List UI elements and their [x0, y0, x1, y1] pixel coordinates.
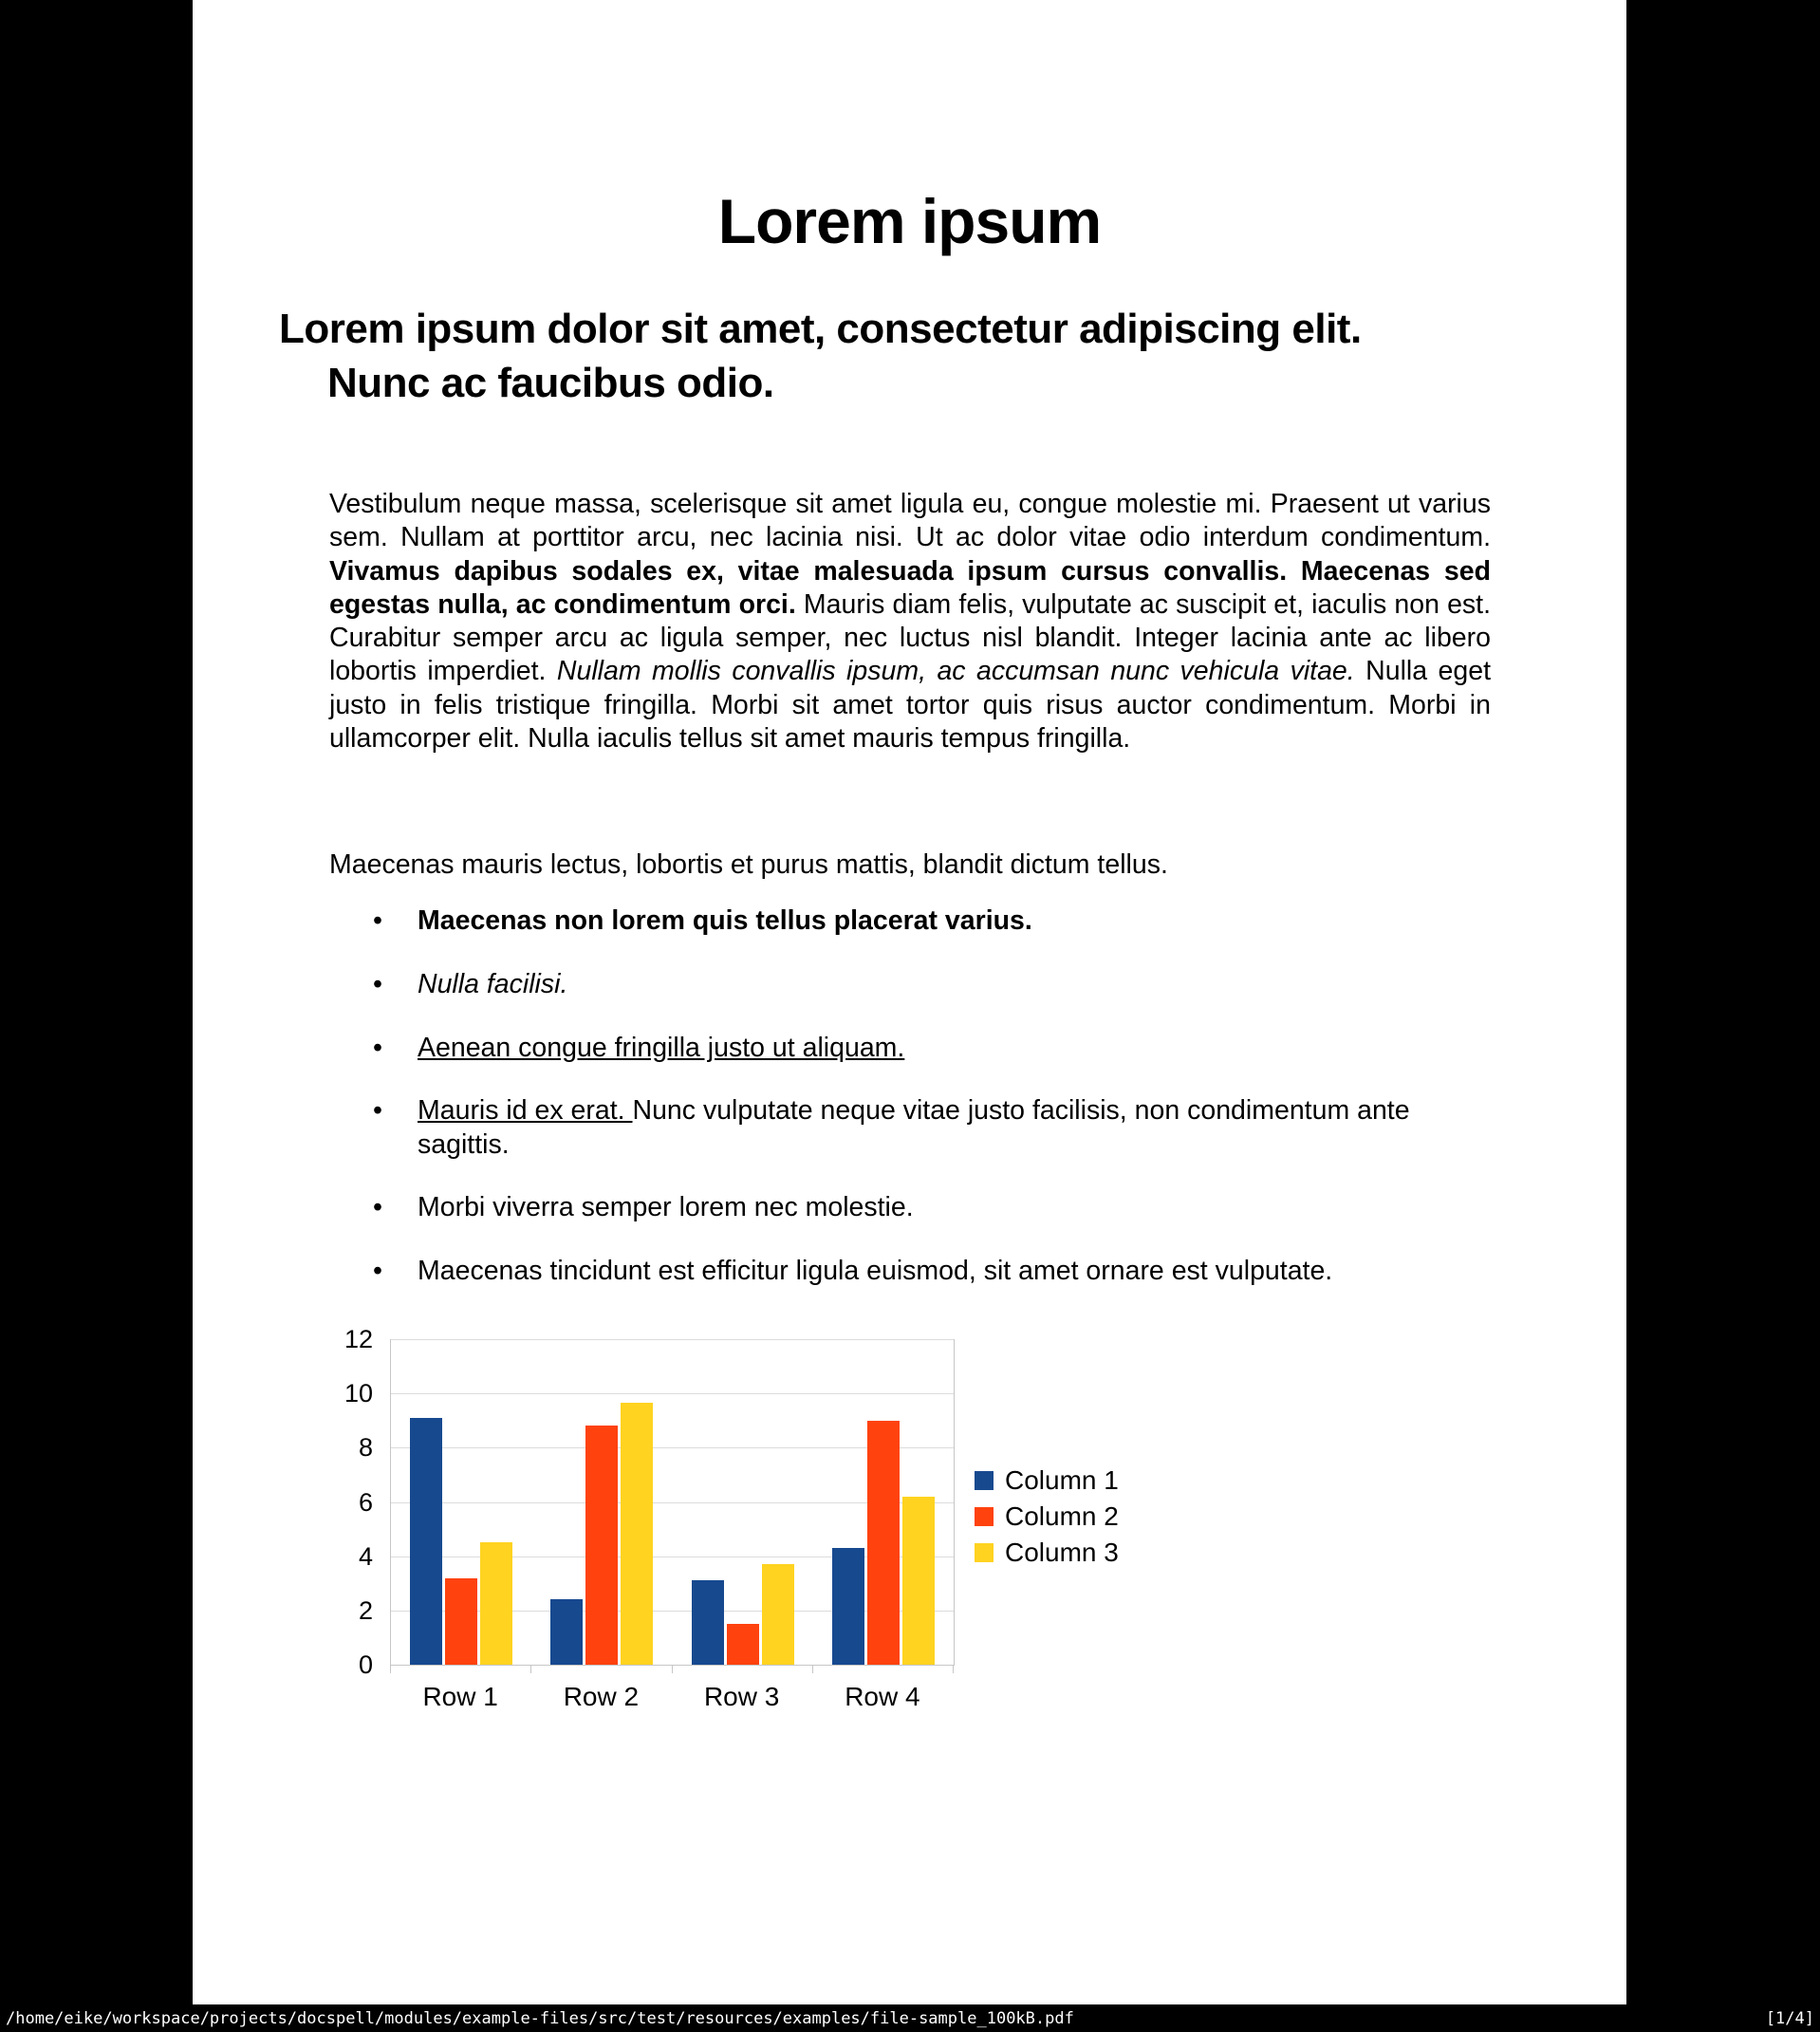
- y-axis-tick-label: 10: [344, 1379, 373, 1408]
- bullet-icon: •: [373, 1256, 382, 1287]
- bar-row1-column3: [480, 1542, 512, 1665]
- text-run: Vivamus dapibus sodales ex, vitae malesuada ipsum cursus convallis. Maecenas sed egestas nulla, ac condimentum orci.: [329, 555, 1491, 620]
- y-axis-tick-label: 4: [358, 1541, 373, 1571]
- text-run: Nunc vulputate neque vitae justo facilisis, non condimentum ante sagittis.: [418, 1095, 1410, 1160]
- x-axis-tick: [390, 1665, 391, 1673]
- bullet-icon: •: [373, 1192, 382, 1223]
- gridline: [391, 1393, 954, 1394]
- x-axis-tick: [672, 1665, 673, 1673]
- y-axis-tick-label: 6: [358, 1487, 373, 1517]
- text-run: Maecenas non lorem quis tellus placerat varius.: [418, 905, 1032, 936]
- x-axis-category-label: Row 3: [703, 1682, 780, 1711]
- list-item: [329, 904, 1491, 938]
- list-item: [329, 1191, 1491, 1224]
- text-run: Aenean congue fringilla justo ut aliquam.: [418, 1032, 905, 1063]
- bar-row3-column2: [727, 1624, 759, 1665]
- x-axis-category-label: Row 1: [422, 1682, 498, 1711]
- document-heading: Lorem ipsum dolor sit amet, consectetur adipiscing elit. Nunc ac faucibus odio.: [279, 306, 1362, 406]
- legend-label: Column 2: [1005, 1501, 1119, 1531]
- bar-row3-column3: [762, 1564, 794, 1665]
- legend-swatch-icon: [975, 1543, 994, 1562]
- list-item: [329, 1255, 1491, 1288]
- document-page[interactable]: [193, 0, 1626, 2004]
- bar-row2-column2: [585, 1426, 618, 1665]
- statusbar-page-indicator: [1/4]: [1765, 2008, 1814, 2028]
- chart-plot-area: [390, 1339, 955, 1666]
- y-axis-tick-label: 0: [358, 1650, 373, 1679]
- list-item: [329, 1094, 1491, 1162]
- bar-row3-column1: [692, 1580, 724, 1665]
- bullet-icon: •: [373, 1095, 382, 1127]
- bar-row1-column1: [410, 1418, 442, 1665]
- body-paragraph: [329, 488, 1491, 755]
- bar-row1-column2: [445, 1578, 477, 1665]
- bar-chart: [193, 1319, 1626, 1727]
- text-run: Nullam mollis convallis ipsum, ac accumsan nunc vehicula vitae.: [556, 656, 1366, 687]
- list-item: [329, 968, 1491, 1001]
- statusbar: [0, 2004, 1820, 2032]
- text-run: Vestibulum neque massa, scelerisque sit amet ligula eu, congue molestie mi. Praesent ut varius sem. Nullam at porttitor arcu, nec lacinia nisi. Ut ac dolor vitae odio interdum condimentum.: [329, 489, 1491, 553]
- legend-item: [975, 1539, 1119, 1566]
- text-run: Mauris id ex erat.: [418, 1095, 633, 1127]
- bar-row4-column1: [832, 1548, 864, 1665]
- bar-row2-column3: [621, 1403, 653, 1665]
- legend-swatch-icon: [975, 1507, 994, 1526]
- x-axis-tick: [812, 1665, 813, 1673]
- text-run: Morbi viverra semper lorem nec molestie.: [418, 1192, 914, 1223]
- text-run: Maecenas tincidunt est efficitur ligula euismod, sit amet ornare est vulputate.: [418, 1256, 1333, 1287]
- legend-label: Column 1: [1005, 1465, 1119, 1495]
- list-item: [329, 1032, 1491, 1065]
- bullet-list: [329, 904, 1491, 1318]
- y-axis-tick-label: 8: [358, 1433, 373, 1463]
- bullet-icon: •: [373, 968, 382, 999]
- bar-row4-column3: [902, 1497, 935, 1665]
- document-title: Lorem ipsum: [717, 186, 1102, 256]
- bar-row4-column2: [867, 1421, 900, 1665]
- intro-line: Maecenas mauris lectus, lobortis et purus mattis, blandit dictum tellus.: [329, 849, 1168, 880]
- legend-label: Column 3: [1005, 1538, 1119, 1567]
- x-axis-category-label: Row 4: [845, 1682, 920, 1711]
- y-axis-tick-label: 12: [344, 1325, 373, 1353]
- bar-row2-column1: [550, 1599, 583, 1665]
- chart-legend: [975, 1467, 1119, 1575]
- y-axis-tick-label: 2: [358, 1595, 373, 1625]
- legend-item: [975, 1503, 1119, 1530]
- legend-swatch-icon: [975, 1471, 994, 1490]
- x-axis-tick: [953, 1665, 954, 1673]
- x-axis-tick: [530, 1665, 531, 1673]
- legend-item: [975, 1467, 1119, 1494]
- statusbar-filepath: /home/eike/workspace/projects/docspell/modules/example-files/src/test/resources/examples/file-sample_100kB.pdf: [6, 2008, 1074, 2028]
- x-axis-category-label: Row 2: [563, 1682, 640, 1711]
- text-run: Mauris diam felis, vulputate ac suscipit et, iaculis non est. Curabitur semper arcu ac ligula semper, nec luctus nisl blandit. Integer lacinia ante ac libero lobortis imperdiet.: [329, 588, 1492, 687]
- bullet-icon: •: [373, 905, 382, 936]
- bullet-icon: •: [373, 1032, 382, 1063]
- text-run: Nulla facilisi.: [418, 968, 568, 999]
- text-run: Nulla eget justo in felis tristique fringilla. Morbi sit amet tortor quis risus auctor condimentum. Morbi in ullamcorper elit. Nulla iaculis tellus sit amet mauris tempus fringilla.: [329, 656, 1491, 755]
- gridline: [391, 1339, 954, 1340]
